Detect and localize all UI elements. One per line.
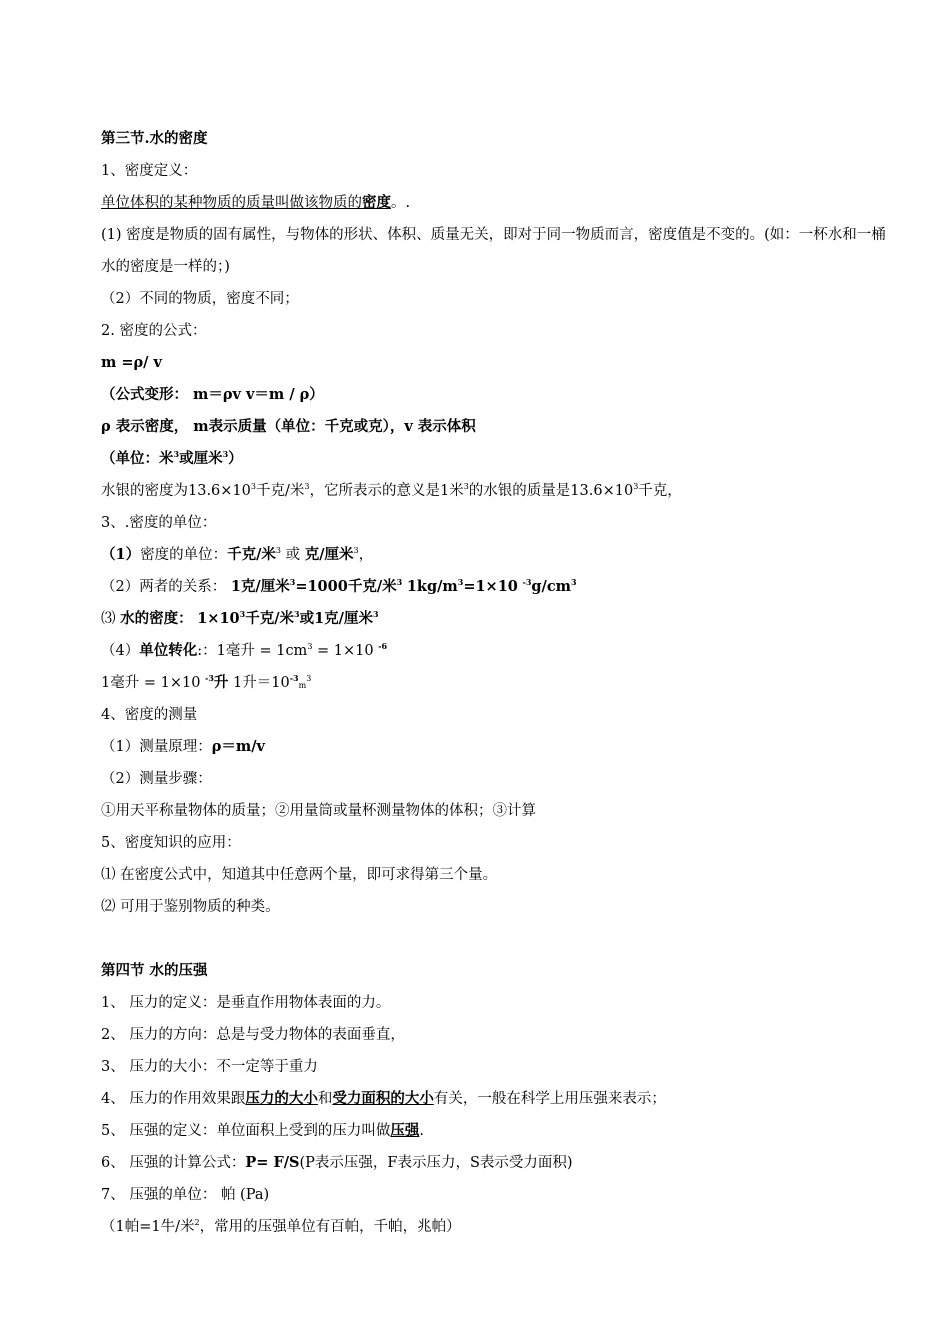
- u2-b: =1000千克/米: [295, 578, 397, 595]
- u2-e: -3: [522, 577, 532, 587]
- l6-b: P= F/S: [245, 1154, 300, 1171]
- density-unit-relation: [101, 578, 890, 596]
- u5-f: m: [298, 681, 307, 690]
- density-definition-heading: 1、密度定义：: [101, 163, 198, 179]
- u4-text: :：1毫升 = 1cm: [197, 643, 308, 659]
- exp-3: 3: [304, 482, 310, 491]
- exp-3: 3: [250, 482, 256, 491]
- mercury-d: 的水银的质量是13.6×10: [468, 483, 634, 499]
- m1-a: （1）测量原理：: [101, 739, 212, 755]
- u5-e: -3: [289, 673, 299, 683]
- section-3-title: 第三节.水的密度: [101, 130, 208, 147]
- u1-text: 密度的单位：: [140, 547, 228, 563]
- formula-variants: （公式变形： m＝ρv v＝m / ρ）: [101, 386, 324, 403]
- u2-d: =1×10: [463, 578, 518, 595]
- l4-a: 4、 压力的作用效果跟: [101, 1091, 246, 1107]
- u4-label: （4）: [101, 643, 140, 659]
- u3-a: 水的密度：: [120, 610, 193, 627]
- u4-bold: 单位转化: [139, 642, 198, 659]
- u3-label: ⑶: [101, 611, 121, 627]
- u4-b: = 1×10: [312, 643, 379, 659]
- exp-2: 2: [194, 1218, 200, 1227]
- mercury-density-line: [101, 482, 890, 500]
- density-formula-heading: 2. 密度的公式：: [101, 323, 207, 339]
- formula-symbols: ρ 表示密度， m表示质量（单位：千克或克），v 表示体积: [101, 418, 476, 435]
- unit-conversion-line: [101, 642, 890, 660]
- measurement-steps: ①用天平称量物体的质量；②用量筒或量杯测量物体的体积；③计算: [101, 803, 536, 819]
- u2-text: （2）两者的关系：: [101, 579, 227, 595]
- u4-c: -6: [378, 641, 388, 651]
- vol-unit-c: ）: [228, 450, 243, 467]
- l4-b: 压力的大小: [245, 1090, 318, 1107]
- l5-a: 5、 压强的定义：单位面积上受到的压力叫做: [101, 1123, 391, 1139]
- density-units-heading: 3、.密度的单位：: [101, 515, 217, 531]
- l4-d: 受力面积的大小: [332, 1090, 434, 1107]
- pressure-force-definition: 1、 压力的定义：是垂直作用物体表面的力。: [101, 995, 391, 1011]
- mercury-b: 千克/米: [255, 483, 305, 499]
- u1-b: 克/厘米: [304, 546, 354, 563]
- density-formula: m =ρ/ v: [101, 354, 162, 371]
- definition-underlined: 单位体积的某种物质的质量叫做该物质的: [101, 195, 362, 211]
- density-application-heading: 5、密度知识的应用：: [101, 835, 241, 851]
- exp-3: 3: [571, 577, 577, 587]
- density-unit-1: [101, 546, 890, 564]
- l4-e: 有关，一般在科学上用压强来表示；: [433, 1091, 666, 1107]
- application-1: ⑴ 在密度公式中，知道其中任意两个量，即可求得第三个量。: [101, 867, 498, 883]
- density-differs-line: （2）不同的物质，密度不同；: [101, 291, 299, 307]
- exp-3: 3: [306, 674, 312, 683]
- l6-c: (P表示压强，F表示压力，S表示受力面积): [299, 1155, 573, 1171]
- u1-end: ，: [358, 547, 374, 563]
- u2-f: g/cm: [531, 578, 571, 595]
- measurement-principle: [101, 738, 890, 756]
- water-density-line: [101, 610, 890, 628]
- vol-unit-a: （单位：米: [101, 450, 174, 467]
- pressure-definition-line: [101, 1122, 890, 1140]
- l5-b: 压强: [390, 1122, 420, 1139]
- exp-3: 3: [457, 577, 464, 587]
- density-measurement-heading: 4、密度的测量: [101, 707, 198, 723]
- exp-3: 3: [353, 546, 359, 555]
- l6-a: 6、 压强的计算公式：: [101, 1155, 246, 1171]
- exp-3: 3: [222, 449, 229, 459]
- measurement-steps-heading: （2）测量步骤：: [101, 771, 212, 787]
- pressure-force-direction: 2、 压力的方向：总是与受力物体的表面垂直，: [101, 1027, 405, 1043]
- exp-3: 3: [294, 609, 300, 619]
- l5-c: .: [419, 1123, 424, 1139]
- u5-c: 升: [213, 674, 229, 691]
- u5-a: 1毫升 = 1×10: [101, 675, 206, 691]
- exp-3: 3: [372, 609, 379, 619]
- pressure-formula-line: [101, 1154, 890, 1172]
- mercury-a: 水银的密度为13.6×10: [101, 483, 251, 499]
- pressure-force-magnitude: 3、 压力的大小：不一定等于重力: [101, 1059, 318, 1075]
- exp-3: 3: [633, 482, 639, 491]
- vol-unit-b: 或厘米: [179, 450, 223, 467]
- l4-c: 和: [317, 1091, 333, 1107]
- pressure-unit-note: [101, 1218, 890, 1236]
- exp-3: 3: [396, 577, 403, 587]
- pressure-unit-line: 7、 压强的单位： 帕 (Pa): [101, 1187, 270, 1203]
- u5-b: -3: [205, 673, 214, 683]
- exp-3: 3: [239, 609, 246, 619]
- section-4-title: 第四节 水的压强: [101, 962, 208, 979]
- unit-conversion-line-2: [101, 674, 890, 692]
- mercury-e: 千克，: [638, 483, 682, 499]
- m1-b: ρ＝m/v: [211, 738, 265, 755]
- density-property-paragraph: (1) 密度是物质的固有属性，与物体的形状、体积、质量无关，即对于同一物质而言，密度值是不变的。(如：一杯水和一桶水的密度是一样的；): [101, 227, 886, 275]
- exp-3: 3: [173, 449, 180, 459]
- mercury-c: ，它所表示的意义是1米: [309, 483, 464, 499]
- density-term: 密度: [362, 194, 391, 211]
- u2-a: 1克/厘米: [230, 578, 290, 595]
- u3-c: 千克/米: [245, 610, 295, 627]
- u3-d: 或1克/厘米: [299, 610, 373, 627]
- volume-unit-line: [101, 450, 890, 468]
- u2-c: 1kg/m: [406, 578, 458, 595]
- u5-d: 1升＝10: [228, 675, 290, 691]
- density-definition: [101, 194, 890, 212]
- l8-b: ，常用的压强单位有百帕，千帕，兆帕）: [199, 1219, 461, 1235]
- u1-a: 千克/米: [227, 546, 276, 563]
- l8-a: （1帕=1牛/米: [101, 1219, 195, 1235]
- application-2: ⑵ 可用于鉴别物质的种类。: [101, 899, 280, 915]
- u1-or: 或: [280, 547, 305, 563]
- u3-b: 1×10: [197, 610, 240, 627]
- u1-label: （1）: [101, 546, 141, 563]
- exp-3: 3: [463, 482, 469, 491]
- exp-3: 3: [289, 577, 296, 587]
- pressure-effect-line: [101, 1090, 890, 1108]
- exp-3: 3: [275, 546, 281, 555]
- definition-end: 。.: [391, 195, 411, 211]
- exp-3: 3: [307, 642, 313, 651]
